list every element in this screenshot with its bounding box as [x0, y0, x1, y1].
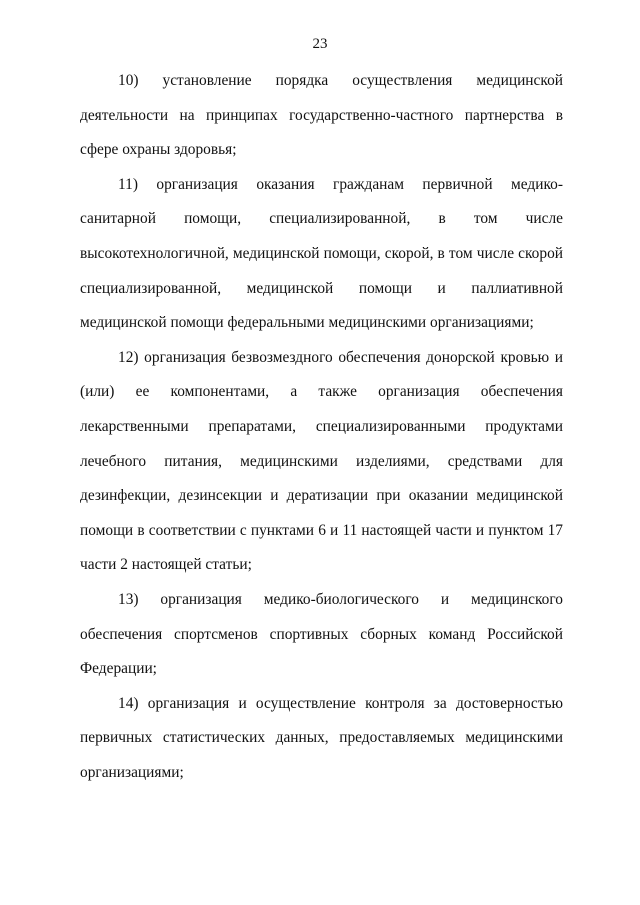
paragraph-item-13: 13) организация медико-биологического и медицинского обеспечения спортсменов спортивных сборных команд Российской Федерации; — [80, 590, 563, 678]
paragraph-item-12: 12) организация безвозмездного обеспечения донорской кровью и (или) ее компонентами, а также организация обеспечения лекарственными препаратами, специализированными продуктами лечебного питания, медицинскими изделиями, средствами для дезинфекции, дезинсекции и дератизации при оказании медицинской помощи в соответствии с пунктами 6 и 11 настоящей части и пунктом 17 части 2 настоящей статьи; — [80, 348, 563, 574]
document-body — [80, 64, 563, 790]
paragraph-item-14: 14) организация и осуществление контроля за достоверностью первичных статистических данных, предоставляемых медицинскими организациями; — [80, 694, 563, 781]
paragraph-item-11: 11) организация оказания гражданам первичной медико-санитарной помощи, специализированной, в том числе высокотехнологичной, медицинской помощи, скорой, в том числе скорой специализированной, медицинской помощи и паллиативной медицинской помощи федеральными медицинскими организациями; — [80, 175, 563, 332]
paragraph-item-10: 10) установление порядка осуществления медицинской деятельности на принципах государственно-частного партнерства в сфере охраны здоровья; — [80, 72, 563, 159]
page-number: 23 — [312, 36, 328, 52]
